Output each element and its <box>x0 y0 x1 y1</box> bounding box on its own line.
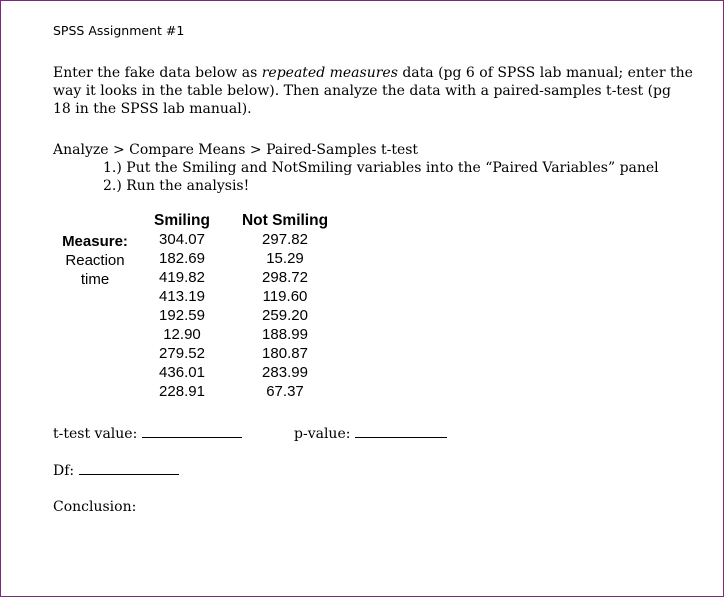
ttest-answer-line[interactable] <box>142 423 242 438</box>
table-cell: 297.82 <box>262 231 308 248</box>
instruction-step: 1.) Put the Smiling and NotSmiling variables into the “Paired Variables” panel <box>103 160 659 176</box>
measure-label-column <box>51 232 139 289</box>
table-cell: 419.82 <box>159 269 205 286</box>
pvalue-label: p-value: <box>294 426 351 442</box>
instruction-step: 2.) Run the analysis! <box>103 178 250 194</box>
intro-paragraph <box>53 64 693 118</box>
assignment-title: SPSS Assignment #1 <box>53 23 185 38</box>
table-cell: 413.19 <box>159 288 205 305</box>
table-cell: 119.60 <box>262 288 308 305</box>
table-cell: 436.01 <box>159 364 205 381</box>
df-answer-line[interactable] <box>79 460 179 475</box>
ttest-label: t-test value: <box>53 426 138 442</box>
table-cell: 283.99 <box>262 364 308 381</box>
instruction-steps <box>103 159 659 195</box>
table-cell: 12.90 <box>163 326 201 343</box>
ttest-field <box>53 423 242 443</box>
conclusion-label: Conclusion: <box>53 499 137 515</box>
df-label: Df: <box>53 463 75 479</box>
table-cell: 67.37 <box>266 383 304 400</box>
table-cell: 304.07 <box>159 231 205 248</box>
intro-text-part1: Enter the fake data below as <box>53 65 262 81</box>
measure-label: Measure: <box>62 233 128 250</box>
table-cell: 228.91 <box>159 383 205 400</box>
pvalue-field <box>294 423 447 443</box>
table-cell: 192.59 <box>159 307 205 324</box>
intro-text-part2: data (pg 6 of SPSS lab manual; enter the way it looks in the table below). Then analyze the data with a paired-samples t-test (pg 18 in the SPSS lab manual). <box>53 65 693 117</box>
table-cell: 180.87 <box>262 345 308 362</box>
intro-emphasis: repeated measures <box>261 65 398 81</box>
measure-name-line1: Reaction <box>65 252 125 269</box>
column-header-not-smiling: Not Smiling <box>241 212 329 229</box>
conclusion-field <box>53 498 136 516</box>
df-field <box>53 460 179 480</box>
analyze-path: Analyze > Compare Means > Paired-Samples t-test <box>53 142 419 158</box>
measure-name-line2: time <box>80 271 110 288</box>
pvalue-answer-line[interactable] <box>355 423 447 438</box>
table-cell: 259.20 <box>262 307 308 324</box>
table-cell: 15.29 <box>266 250 304 267</box>
table-cell: 182.69 <box>159 250 205 267</box>
not-smiling-column <box>237 211 333 401</box>
table-cell: 298.72 <box>262 269 308 286</box>
table-cell: 279.52 <box>159 345 205 362</box>
table-cell: 188.99 <box>262 326 308 343</box>
smiling-column <box>147 211 217 401</box>
column-header-smiling: Smiling <box>154 212 210 229</box>
